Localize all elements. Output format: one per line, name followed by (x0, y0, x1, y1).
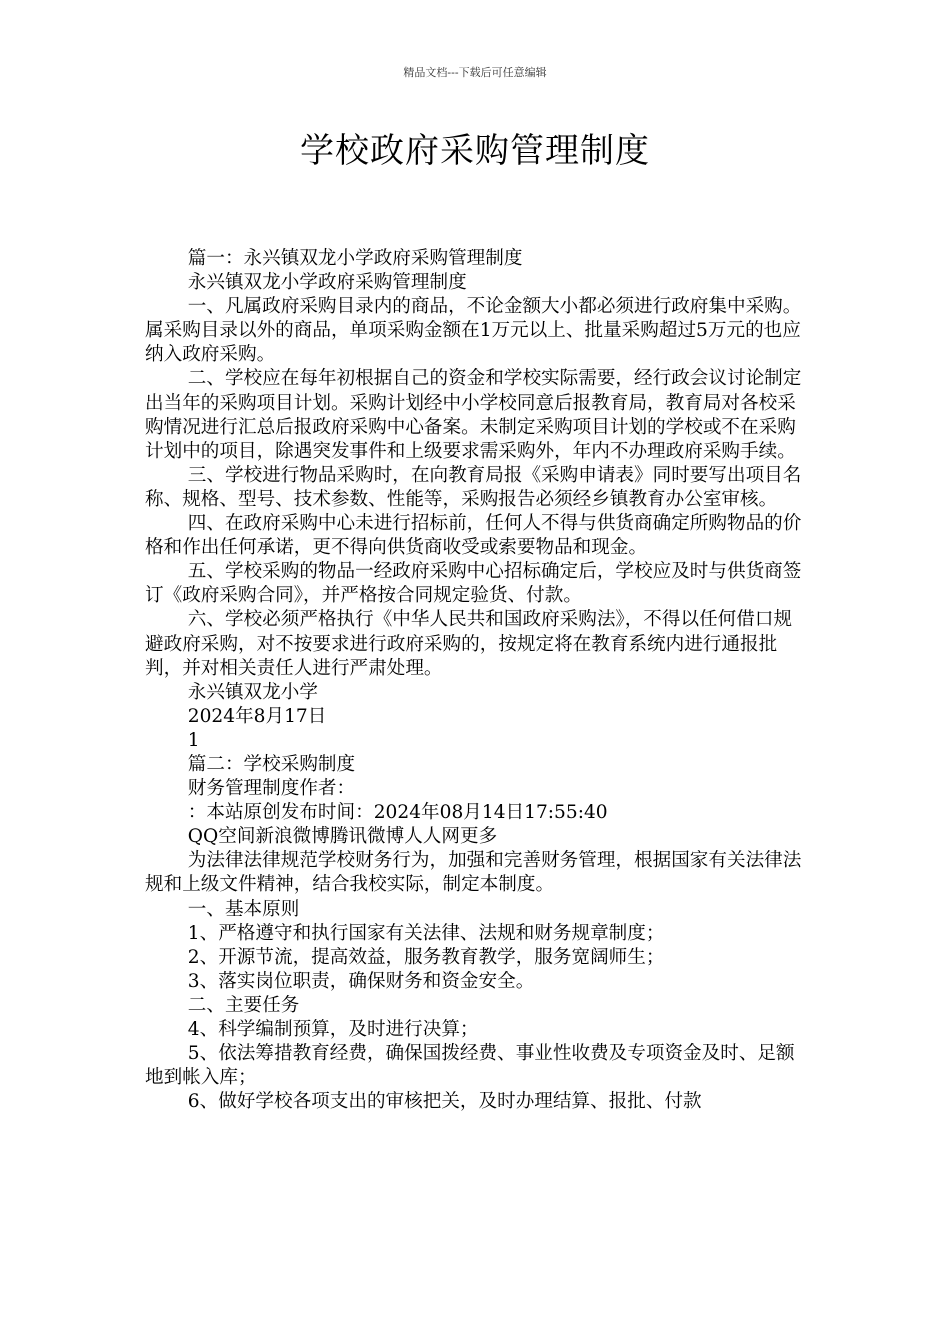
document-title: 学校政府采购管理制度 (300, 131, 650, 171)
signature-date: 2024年8月17日 (187, 705, 327, 727)
section-heading-1: 篇一：永兴镇双龙小学政府采购管理制度 (187, 248, 523, 269)
principle-item-3: 3、落实岗位职责，确保财务和资金安全。 (187, 970, 535, 992)
page-number-text: 1 (187, 729, 200, 751)
signature-school: 永兴镇双龙小学 (187, 681, 318, 703)
publish-time-line: ：本站原创发布时间：2024年08月14日17:55:40 (187, 802, 608, 824)
paragraph-rule-6: 六、学校必须严格执行《中华人民共和国政府采购法》，不得以任何借口规避政府采购，对不按要求进行政府采购的，按规定将在教育系统内进行通报批判，并对相关责任人进行严肃处理。 (145, 609, 793, 679)
paragraph-rule-2: 二、学校应在每年初根据自己的资金和学校实际需要，经行政会议讨论制定出当年的采购项目计划。采购计划经中小学校同意后报教育局，教育局对各校采购情况进行汇总后报政府采购中心备案。未制定采购项目计划的学校或不在采购计划中的项目，除遇突发事件和上级要求需采购外，年内不办理政府采购手续。 (145, 368, 802, 462)
document-body (145, 247, 810, 1114)
paragraph-rule-3: 三、学校进行物品采购时，在向教育局报《采购申请表》同时要写出项目名称、规格、型号、技术参数、性能等，采购报告必须经乡镇教育办公室审核。 (145, 464, 802, 510)
subheading-basic-principles: 一、基本原则 (187, 898, 300, 920)
principle-item-2: 2、开源节流，提高效益，服务教育教学，服务宽阔师生； (187, 946, 665, 968)
task-item-4: 4、科学编制预算，及时进行决算； (187, 1019, 479, 1040)
share-links-line: QQ空间新浪微博腾讯微博人人网更多 (187, 826, 498, 848)
author-line: 财务管理制度作者： (187, 778, 356, 800)
task-item-6: 6、做好学校各项支出的审核把关，及时办理结算、报批、付款 (187, 1091, 702, 1113)
paragraph-rule-4: 四、在政府采购中心未进行招标前，任何人不得与供货商确定所购物品的价格和作出任何承诺，更不得向供货商收受或索要物品和现金。 (145, 513, 802, 559)
task-item-5: 5、依法筹措教育经费，确保国拨经费、事业性收费及专项资金及时、足额地到帐入库； (145, 1043, 795, 1089)
paragraph-rule-5: 五、学校采购的物品一经政府采购中心招标确定后，学校应及时与供货商签订《政府采购合同》，并严格按合同规定验货、付款。 (145, 561, 802, 607)
intro-paragraph: 为法律法律规范学校财务行为，加强和完善财务管理，根据国家有关法律法规和上级文件精神，结合我校实际，制定本制度。 (145, 850, 802, 896)
header-note: 精品文档---下载后可任意编辑 (403, 66, 547, 79)
principle-item-1: 1、严格遵守和执行国家有关法律、法规和财务规章制度； (187, 922, 665, 944)
paragraph-rule-1: 一、凡属政府采购目录内的商品，不论金额大小都必须进行政府集中采购。属采购目录以外的商品，单项采购金额在1万元以上、批量采购超过5万元的也应纳入政府采购。 (145, 296, 802, 366)
section-subtitle: 永兴镇双龙小学政府采购管理制度 (187, 272, 467, 294)
section-heading-2: 篇二：学校采购制度 (187, 753, 356, 775)
subheading-main-tasks: 二、主要任务 (187, 994, 300, 1016)
